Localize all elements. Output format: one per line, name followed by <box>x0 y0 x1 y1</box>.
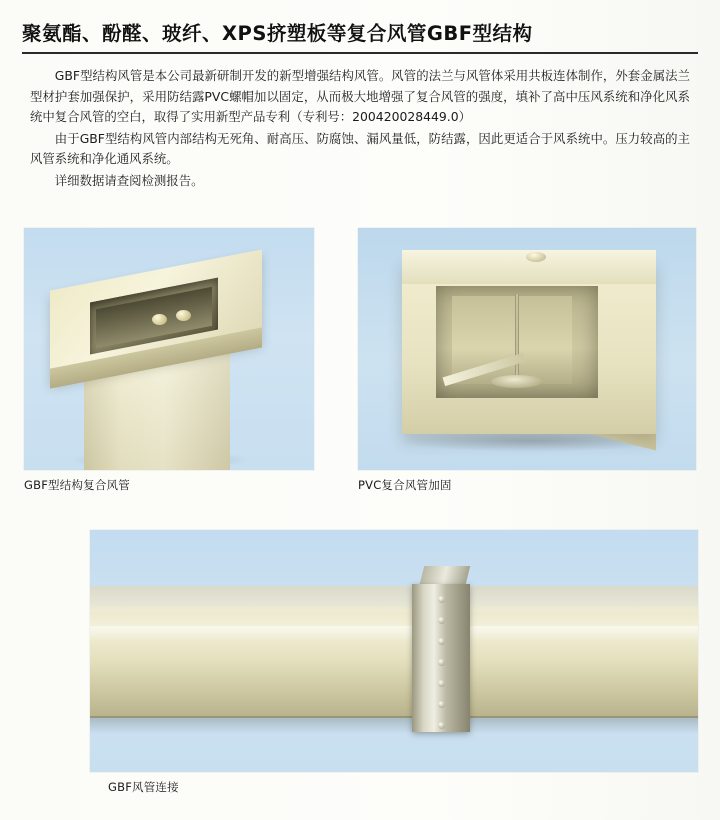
bolt-icon <box>438 617 445 624</box>
paragraph-2: 由于GBF型结构风管内部结构无死角、耐高压、防腐蚀、漏风量低，防结露，因此更适合于风系统中。压力较高的主风管系统和净化通风系统。 <box>30 130 690 166</box>
figure-image-1 <box>24 228 314 470</box>
page-title: 聚氨酯、酚醛、玻纤、XPS挤塑板等复合风管GBF型结构 <box>22 22 533 45</box>
reinforcement-rod <box>515 294 519 380</box>
bolt-icon <box>438 701 445 708</box>
duct-cavity <box>436 286 598 398</box>
paragraph-3: 详细数据请查阅检测报告。 <box>54 172 204 188</box>
body-text <box>30 66 690 192</box>
figure-caption-1: GBF型结构复合风管 <box>24 478 130 492</box>
page-header <box>22 18 698 54</box>
title-divider <box>22 52 698 54</box>
duct-run-top-band <box>90 586 698 612</box>
pvc-cap-icon <box>526 252 546 262</box>
pvc-cap-icon <box>176 310 191 321</box>
photo-shadow-3 <box>90 716 698 734</box>
flange-bolt-row <box>430 596 456 720</box>
duct-run-body <box>90 606 698 718</box>
reinforcement-base-plate <box>491 375 543 388</box>
duct-run-highlight <box>90 626 698 642</box>
pvc-cap-icon <box>152 314 167 325</box>
figure-pvc-duct-reinforcement <box>358 228 696 493</box>
bolt-icon <box>438 722 445 729</box>
figure-gbf-structure-duct <box>24 228 314 493</box>
figure-caption-3: GBF风管连接 <box>108 780 179 794</box>
bolt-icon <box>438 638 445 645</box>
bolt-icon <box>438 680 445 687</box>
figure-image-3 <box>90 530 698 772</box>
paragraph-1: GBF型结构风管是本公司最新研制开发的新型增强结构风管。风管的法兰与风管体采用共板连体制作，外套金属法兰型材护套加强保护，采用防结露PVC螺帽加以固定，从而极大地增强了复合风管的强度，填补了高中压风系统和净化风系统中复合风管的空白，取得了实用新型产品专利（专利号：200420028449.0） <box>30 68 690 124</box>
bolt-icon <box>438 659 445 666</box>
figure-gbf-duct-connection <box>90 530 698 795</box>
bolt-icon <box>438 596 445 603</box>
figure-caption-2: PVC复合风管加固 <box>358 478 452 492</box>
figure-image-2 <box>358 228 696 470</box>
